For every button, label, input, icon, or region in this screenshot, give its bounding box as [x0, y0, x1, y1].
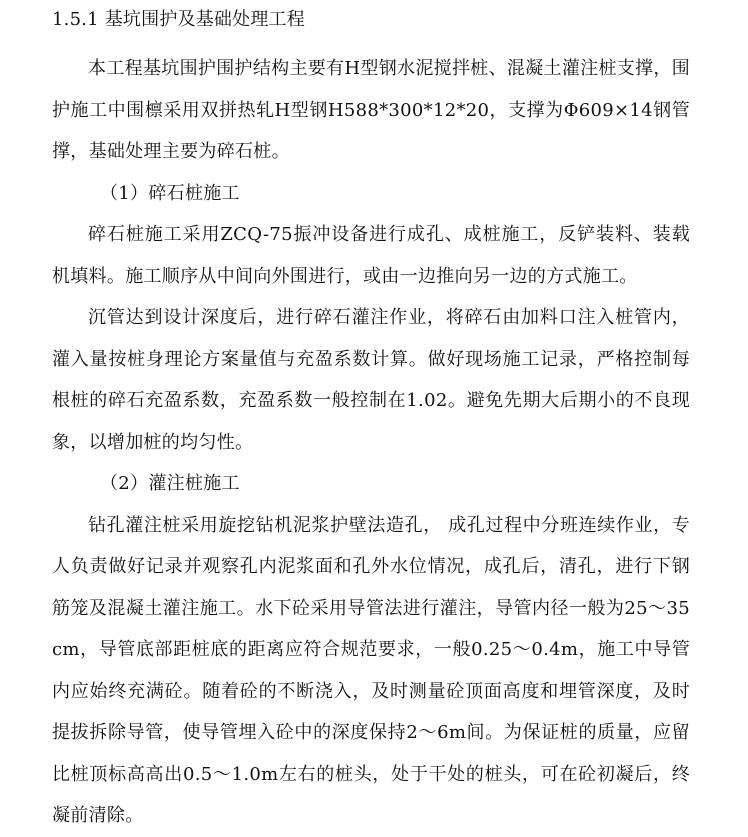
subsection-title-gravel-pile: （1）碎石桩施工	[100, 182, 240, 204]
intro-paragraph: 本工程基坑围护围护结构主要有H型钢水泥搅拌桩、混凝土灌注桩支撑，围护施工中围檩采用双拼热轧H型钢H588*300*12*20，支撑为Φ609×14钢管撑，基础处理主要为碎石桩。	[52, 58, 690, 162]
gravel-pile-paragraph-equipment: 碎石桩施工采用ZCQ-75振冲设备进行成孔、成桩施工，反铲装料、装载机填料。施工顺序从中间向外围进行，或由一边推向另一边的方式施工。	[52, 224, 690, 287]
section-title: 1.5.1 基坑围护及基础处理工程	[52, 9, 305, 30]
gravel-pile-paragraph-filling: 沉管达到设计深度后，进行碎石灌注作业，将碎石由加料口注入桩管内，灌入量按桩身理论方案量值与充盈系数计算。做好现场施工记录，严格控制每根桩的碎石充盈系数，充盈系数一般控制在1.02。避免先期大后期小的不良现象，以增加桩的均匀性。	[52, 307, 690, 453]
bored-pile-paragraph: 钻孔灌注桩采用旋挖钻机泥浆护壁法造孔， 成孔过程中分班连续作业，专人负责做好记录并观察孔内泥浆面和孔外水位情况，成孔后，清孔，进行下钢筋笼及混凝土灌注施工。水下砼采用导管法进行灌注，导管内径一般为25～35cm，导管底部距桩底的距离应符合规范要求，一般0.25～0.4m，施工中导管内应始终充满砼。随着砼的不断浇入，及时测量砼顶面高度和埋管深度，及时提拔拆除导管，使导管埋入砼中的深度保持2～6m间。为保证桩的质量，应留比桩顶标高高出0.5～1.0m左右的桩头，处于干处的桩头，可在砼初凝后，终凝前清除。	[52, 514, 690, 826]
subsection-title-bored-pile: （2）灌注桩施工	[100, 473, 240, 494]
